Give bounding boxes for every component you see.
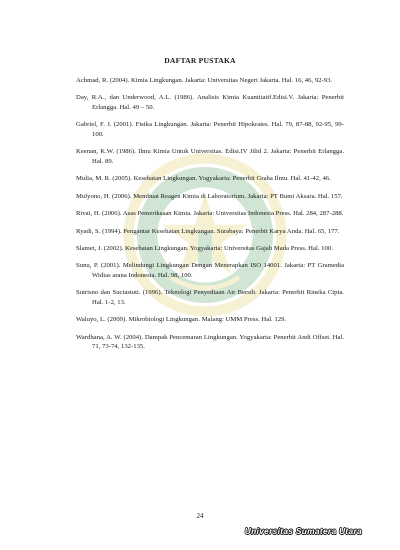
page-title: DAFTAR PUSTAKA xyxy=(164,56,236,65)
reference-entry: Mulia, M. R. (2005). Kesehatan Lingkungan. Yogyakarta: Penerbit Graha Ilmu. Hal. 41-42, 46. xyxy=(76,175,331,183)
reference-entry: Wardhana, A. W. (2004). Dampak Pencemaran Lingkungan. Yogyakarta: Penerbit Andi Offset. Hal. 71, 73-74, 132-135. xyxy=(76,333,344,351)
reference-entry: Day, R.A., dan Underwood, A.L. (1986). Analisis Kimia Kuantitatif.Edisi.V. Jakarta: Penerbit Erlangga. Hal. 49 – 50. xyxy=(76,94,344,111)
reference-entry: Sunu, P. (2001). Melindungi Lingkungan Dengan Menerapkan ISO 14001. Jakarta: PT Gramedia Widias arana Indonesia. Hal. 98, 100. xyxy=(76,262,344,279)
reference-entry: Rivai, H. (2006). Asas Pemeriksaan Kimia. Jakarta: Universitas Indonesia Press. Hal. 284, 287-288. xyxy=(76,210,344,218)
page-number: 24 xyxy=(196,512,204,520)
reference-entry: Sutrisno dan Suciastuti. (1996). Teknologi Penyediaan Air Bersih. Jakarta: Penerbit Rineka Cipta. Hal. 1-2, 13. xyxy=(76,289,344,306)
footer-university-name: Universitas Sumatera Utara xyxy=(244,526,362,536)
reference-entry: Ryadi, S. (1994). Pengantar Kesehatan Lingkungan. Surabaya: Penerbit Karya Anda. Hal. 65, 177. xyxy=(76,227,340,235)
reference-entry: Keenan, K.W. (1986). Ilmu Kimia Untuk Universitas. Edisi.IV Jilid 2. Jakarta: Penerbit Erlangga. Hal. 89. xyxy=(76,148,344,165)
reference-entry: Gabriel, F. J. (2001). Fisika Lingkungan. Jakarta: Penerbit Hipokrates. Hal. 79, 87-88, 92-95, 99-100. xyxy=(76,121,344,138)
reference-entry: Waluyo, L. (2009). Mikrobiologi Lingkungan. Malang: UMM Press. Hal. 129. xyxy=(76,316,287,324)
reference-entry: Mulyono, H. (2006). Membuat Reagen Kimia di Laboratorium. Jakarta: PT Bumi Aksara. Hal. 157. xyxy=(76,192,343,200)
reference-list xyxy=(76,76,344,360)
reference-entry: Achmad, R. (2004). Kimia Lingkungan. Jakarta: Universitas Negeri Jakarta. Hal. 16, 46, 92-93. xyxy=(76,77,333,84)
reference-entry: Slamet, J. (2002). Kesehatan Lingkungan. Yogyakarta: Universitas Gajah Mada Press. Hal. 100. xyxy=(76,244,333,252)
